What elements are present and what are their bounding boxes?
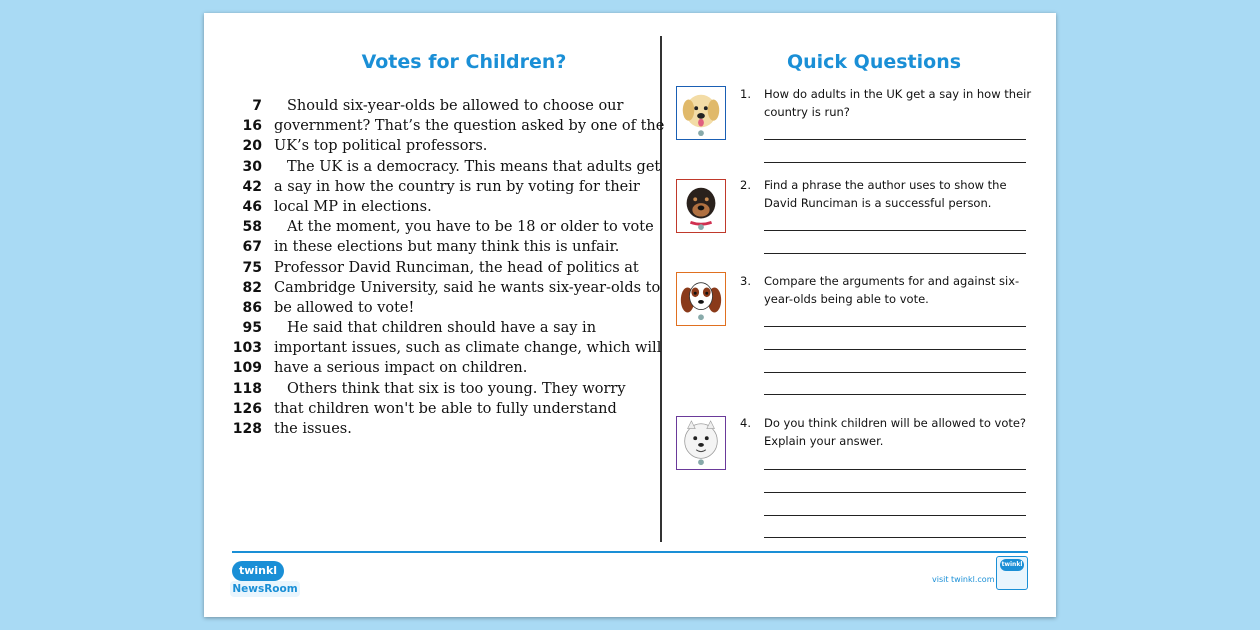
word-count: 95 [242,320,262,337]
word-count: 16 [242,118,262,135]
word-count: 86 [242,299,262,316]
answer-line[interactable] [764,253,1026,254]
passage-text: Cambridge University, said he wants six-year-olds to [274,279,661,296]
word-count: 75 [242,259,262,276]
word-count: 126 [232,400,262,417]
twinkl-badge-logo [996,556,1028,590]
word-count: 118 [232,380,262,397]
passage-line [226,338,666,358]
passage-title: Votes for Children? [361,51,567,73]
question-text: Find a phrase the author uses to show the David Runciman is a successful person. [764,178,1007,210]
passage-text: government? That’s the question asked by one of the [274,118,665,135]
answer-line[interactable] [764,394,1026,395]
word-count: 30 [242,158,262,175]
answer-line[interactable] [764,349,1026,350]
logo-twinkl-text: twinkl [232,561,284,581]
answer-line[interactable] [764,326,1026,327]
passage-text: At the moment, you have to be 18 or older to vote [287,219,654,236]
passage-text: Others think that six is too young. They worry [287,380,626,397]
answer-line[interactable] [764,469,1026,470]
visit-link[interactable]: visit twinkl.com [932,575,995,584]
answer-line[interactable] [764,162,1026,163]
passage-line [226,177,666,197]
word-count: 103 [232,340,262,357]
question-text: Do you think children will be allowed to vote? Explain your answer. [764,416,1027,448]
word-count: 128 [232,421,262,437]
word-count: 67 [242,239,262,256]
passage-text: that children won't be able to fully understand [274,400,617,417]
passage-line [226,379,666,399]
passage-line [226,237,666,257]
passage-line [226,278,666,298]
passage-text: a say in how the country is run by voting for their [274,178,640,195]
word-count: 42 [242,178,262,195]
passage-line [226,197,666,217]
passage-line [226,136,666,156]
rottweiler-icon [676,179,726,233]
question-number: 2. [740,178,751,192]
answer-line[interactable] [764,537,1026,538]
golden-retriever-icon [676,86,726,140]
word-count: 109 [232,360,262,377]
answer-line[interactable] [764,515,1026,516]
passage-line [226,298,666,318]
passage-line [226,258,666,278]
passage-text: He said that children should have a say in [287,320,597,337]
badge-text: twinkl [1000,559,1024,571]
question-text: How do adults in the UK get a say in how their country is run? [764,87,1032,119]
twinkl-newsroom-logo[interactable] [230,559,298,601]
passage-text: Should six-year-olds be allowed to choose our [287,98,624,114]
passage-text: Professor David Runciman, the head of politics at [274,259,639,276]
question-number: 4. [740,416,751,430]
passage-text: the issues. [274,421,352,437]
answer-line[interactable] [764,372,1026,373]
logo-newsroom-text: NewsRoom [230,581,300,597]
footer-divider [232,551,1028,553]
passage-text: be allowed to vote! [274,299,415,316]
passage-line [226,217,666,237]
passage-line [226,116,666,136]
word-count: 46 [242,198,262,215]
passage-text: have a serious impact on children. [274,360,528,377]
passage-line [226,318,666,338]
passage-line [226,419,666,439]
word-count: 20 [242,138,262,155]
samoyed-icon [676,416,726,470]
question-text: Compare the arguments for and against six-year-olds being able to vote. [764,274,1020,306]
word-count: 82 [242,279,262,296]
passage-text: local MP in elections. [274,198,432,215]
answer-line[interactable] [764,492,1026,493]
question-number: 1. [740,87,751,101]
spaniel-icon [676,272,726,326]
passage-line [226,157,666,177]
passage-text: important issues, such as climate change, which will [274,340,662,357]
answer-line[interactable] [764,230,1026,231]
question-number: 3. [740,274,751,288]
passage-line [226,399,666,419]
worksheet-page [204,13,1056,617]
passage-line [226,358,666,378]
passage-text: The UK is a democracy. This means that adults get [287,158,661,175]
reading-passage [226,96,666,439]
passage-text: in these elections but many think this is unfair. [274,239,620,256]
answer-line[interactable] [764,139,1026,140]
questions-title: Quick Questions [786,51,962,73]
word-count: 58 [242,219,262,236]
word-count: 7 [252,98,262,114]
passage-text: UK’s top political professors. [274,138,488,155]
passage-line [226,96,666,116]
